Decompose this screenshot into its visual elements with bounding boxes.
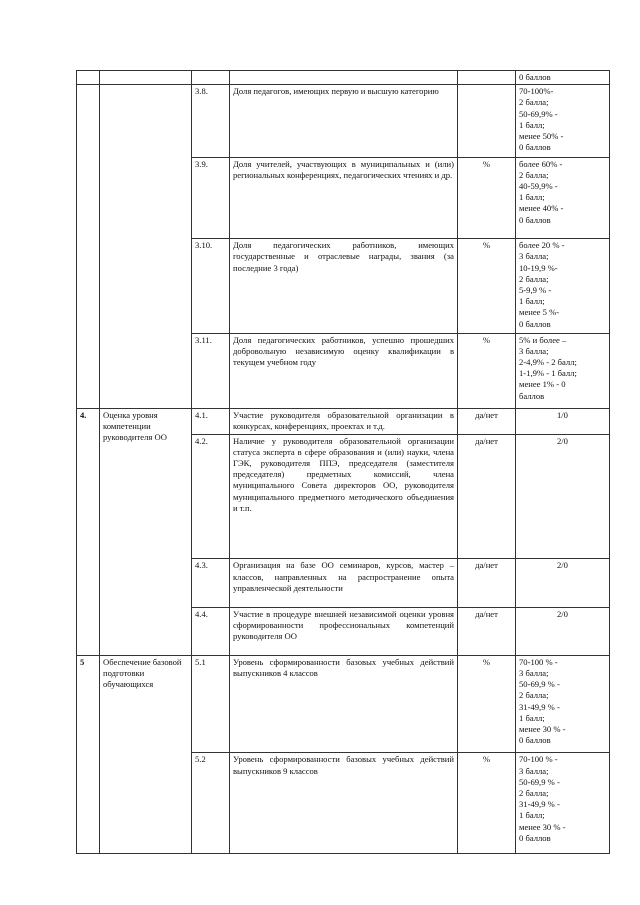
score-line: 2/0 bbox=[557, 560, 568, 571]
indicator-text: Наличие у руководителя образовательной организации статуса эксперта в сфере образования и (или) науки, члена ГЭК, руководителя ППЭ, председателя (заместителя председателя) предметных комиссий, члена муниципального Совета директоров ОО, руководителя муниципального предметного методического объединения и т.п. bbox=[230, 434, 458, 559]
score bbox=[516, 753, 610, 854]
score bbox=[516, 559, 610, 607]
score bbox=[516, 157, 610, 238]
score-line: менее 30 % - bbox=[519, 821, 566, 832]
unit: % bbox=[458, 655, 516, 753]
row-number: 3.8. bbox=[192, 85, 230, 157]
row-number: 4.2. bbox=[192, 434, 230, 559]
unit: % bbox=[458, 753, 516, 854]
score-line: 2 балла; bbox=[519, 273, 549, 284]
score-line: 1 балл; bbox=[519, 712, 545, 723]
score-line: 5-9,9 % - bbox=[519, 284, 552, 295]
section-number bbox=[77, 71, 100, 85]
row-number: 4.1. bbox=[192, 409, 230, 435]
section-number bbox=[77, 85, 100, 409]
indicator-text bbox=[230, 71, 458, 85]
score bbox=[516, 333, 610, 408]
unit: % bbox=[458, 157, 516, 238]
indicator-text: Доля педагогических работников, имеющих государственные и отраслевые награды, звания (за последние 3 года) bbox=[230, 239, 458, 334]
unit: да/нет bbox=[458, 607, 516, 655]
section-title: Обеспечение базовой подготовки обучающихся bbox=[100, 655, 192, 853]
score-line: 10-19,9 %- bbox=[519, 262, 558, 273]
table-row bbox=[77, 85, 610, 157]
score-line: 2 балла; bbox=[519, 690, 549, 701]
section-number: 4. bbox=[77, 409, 100, 656]
score-line: 1 балл; bbox=[519, 119, 545, 130]
score-line: менее 40% - bbox=[519, 203, 564, 214]
row-number: 5.2 bbox=[192, 753, 230, 854]
score-line: 0 баллов bbox=[519, 832, 551, 843]
row-number: 3.11. bbox=[192, 333, 230, 408]
indicator-text: Доля педагогов, имеющих первую и высшую категорию bbox=[230, 85, 458, 157]
unit: да/нет bbox=[458, 409, 516, 435]
score-line: 0 баллов bbox=[519, 142, 551, 153]
score bbox=[516, 409, 610, 435]
score bbox=[516, 607, 610, 655]
score-line: 1/0 bbox=[557, 410, 568, 421]
unit: % bbox=[458, 333, 516, 408]
unit: да/нет bbox=[458, 434, 516, 559]
row-number: 3.9. bbox=[192, 157, 230, 238]
score-line: менее 1% - 0 bbox=[519, 379, 566, 390]
score-line: 50-69,9% - bbox=[519, 108, 558, 119]
indicator-text: Организация на базе ОО семинаров, курсов, мастер – классов, направленных на распространение опыта управленческой деятельности bbox=[230, 559, 458, 607]
row-number: 4.4. bbox=[192, 607, 230, 655]
score-line: 2/0 bbox=[557, 435, 568, 446]
score-line: 50-69,9 % - bbox=[519, 776, 560, 787]
score: 0 баллов bbox=[516, 71, 610, 85]
score-line: баллов bbox=[519, 390, 545, 401]
row-number: 5.1 bbox=[192, 655, 230, 753]
score-line: 1 балл; bbox=[519, 810, 545, 821]
score-line: 5% и более – bbox=[519, 334, 567, 345]
score-line: 2/0 bbox=[557, 608, 568, 619]
score-line: 2-4,9% - 2 балл; bbox=[519, 357, 577, 368]
criteria-table-body bbox=[77, 71, 610, 854]
score-line: менее 5 %- bbox=[519, 307, 560, 318]
score-line: 31-49,9 % - bbox=[519, 701, 560, 712]
score-line: 0 баллов bbox=[519, 214, 551, 225]
score-line: 70-100%- bbox=[519, 86, 554, 97]
score bbox=[516, 434, 610, 559]
score-line: 70-100 % - bbox=[519, 656, 558, 667]
table-row bbox=[77, 655, 610, 753]
unit bbox=[458, 71, 516, 85]
score bbox=[516, 85, 610, 157]
score-line: менее 30 % - bbox=[519, 724, 566, 735]
score-line: 3 балла; bbox=[519, 251, 549, 262]
unit bbox=[458, 85, 516, 157]
score-line: 31-49,9 % - bbox=[519, 799, 560, 810]
score-line: 3 балла; bbox=[519, 765, 549, 776]
section-title bbox=[100, 85, 192, 409]
section-title bbox=[100, 71, 192, 85]
score-line: 3 балла; bbox=[519, 345, 549, 356]
score-line: 1 балл; bbox=[519, 296, 545, 307]
table-row bbox=[77, 71, 610, 85]
indicator-text: Доля педагогических работников, успешно прошедших добровольную независимую оценку квалификации в текущем учебном году bbox=[230, 333, 458, 408]
score bbox=[516, 239, 610, 334]
score-line: 2 балла; bbox=[519, 97, 549, 108]
criteria-table bbox=[76, 70, 610, 854]
unit: % bbox=[458, 239, 516, 334]
document-page bbox=[76, 70, 609, 854]
score-line: 1-1,9% - 1 балл; bbox=[519, 368, 577, 379]
row-number: 4.3. bbox=[192, 559, 230, 607]
section-title: Оценка уровня компетенции руководителя ОО bbox=[100, 409, 192, 656]
score-line: 0 баллов bbox=[519, 735, 551, 746]
section-number: 5 bbox=[77, 655, 100, 853]
indicator-text: Участие руководителя образовательной организации в конкурсах, конференциях, проектах и т.д. bbox=[230, 409, 458, 435]
score-line: 50-69,9 % - bbox=[519, 679, 560, 690]
score-line: менее 50% - bbox=[519, 131, 564, 142]
score-line: 70-100 % - bbox=[519, 754, 558, 765]
score-line: 0 баллов bbox=[519, 318, 551, 329]
score bbox=[516, 655, 610, 753]
indicator-text: Доля учителей, участвующих в муниципальных и (или) региональных конференциях, педагогических чтениях и др. bbox=[230, 157, 458, 238]
indicator-text: Уровень сформированности базовых учебных действий выпускников 9 классов bbox=[230, 753, 458, 854]
score-line: 40-59,9% - bbox=[519, 181, 558, 192]
row-number bbox=[192, 71, 230, 85]
indicator-text: Участие в процедуре внешней независимой оценки уровня сформированности профессиональных компетенций руководителя ОО bbox=[230, 607, 458, 655]
indicator-text: Уровень сформированности базовых учебных действий выпускников 4 классов bbox=[230, 655, 458, 753]
score-line: 2 балла; bbox=[519, 787, 549, 798]
score-line: 3 балла; bbox=[519, 668, 549, 679]
row-number: 3.10. bbox=[192, 239, 230, 334]
score-line: более 20 % - bbox=[519, 240, 565, 251]
score-line: более 60% - bbox=[519, 158, 563, 169]
score-line: 1 балл; bbox=[519, 192, 545, 203]
table-row bbox=[77, 409, 610, 435]
unit: да/нет bbox=[458, 559, 516, 607]
score-line: 2 балла; bbox=[519, 169, 549, 180]
